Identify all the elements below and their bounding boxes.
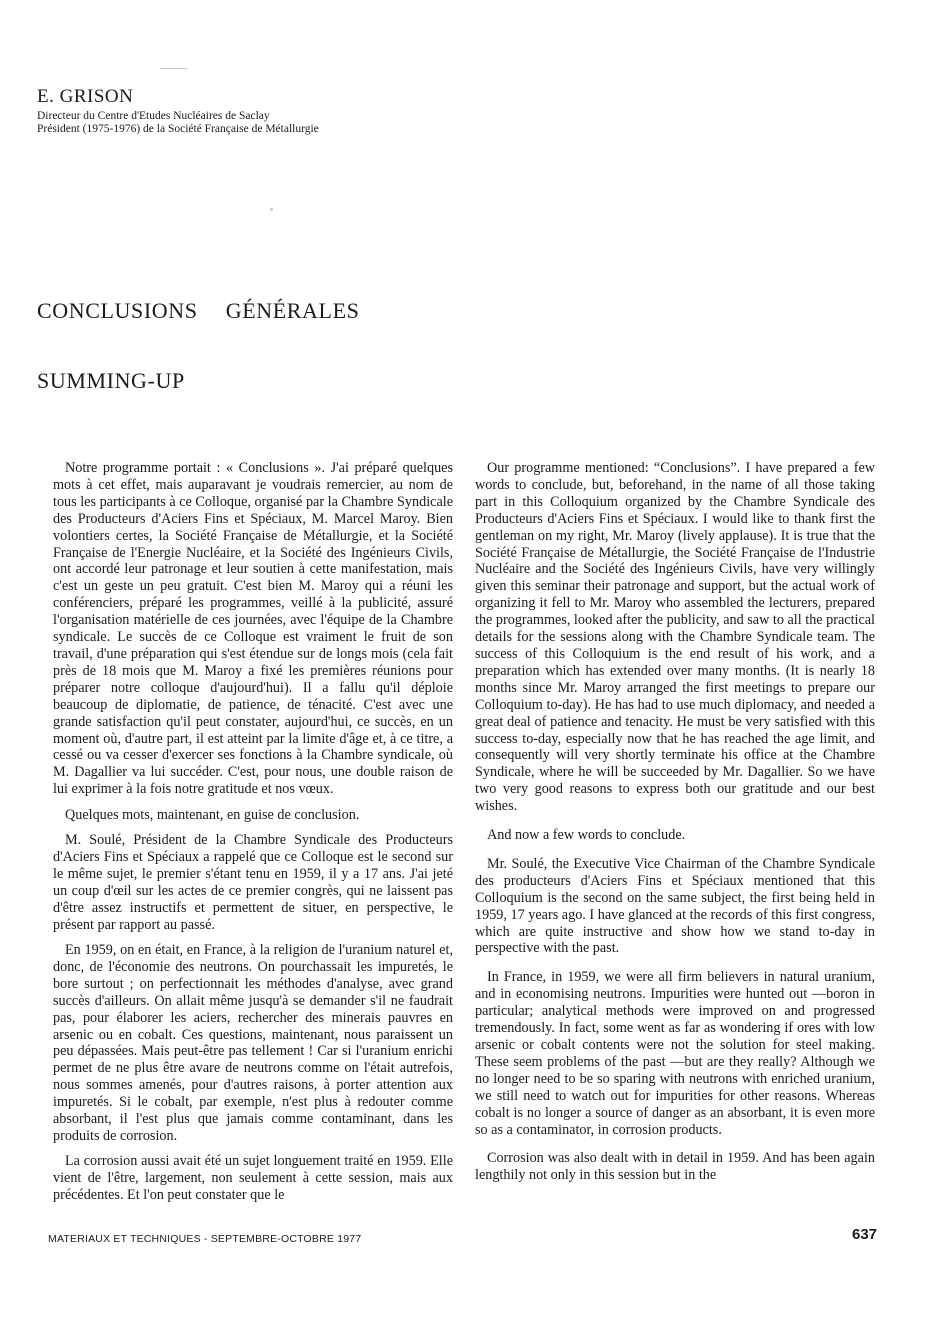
right-column-english bbox=[475, 460, 875, 1196]
paragraph: M. Soulé, Président de la Chambre Syndicale des Producteurs d'Aciers Fins et Spéciaux a rappelé que ce Colloque est le second sur le même sujet, le premier s'étant tenu en 1959, il y a 17 ans. J'ai jeté un coup d'œil sur les actes de ce premier congrès, qui ne laissent pas d'être assez instructifs et permettent de situer, en perspective, le présent par rapport au passé. bbox=[53, 832, 453, 933]
paragraph: Quelques mots, maintenant, en guise de conclusion. bbox=[65, 806, 360, 823]
author-name: E. GRISON bbox=[37, 86, 134, 107]
journal-footer: MATERIAUX ET TECHNIQUES - SEPTEMBRE-OCTOBRE 1977 bbox=[48, 1233, 362, 1245]
left-column-french bbox=[53, 460, 453, 1213]
paragraph: And now a few words to conclude. bbox=[487, 827, 686, 844]
paragraph: La corrosion aussi avait été un sujet longuement traité en 1959. Elle vient de l'être, largement, non seulement à cette session, mais aux précédentes. Et l'on peut constater que le bbox=[53, 1153, 453, 1204]
title-french: CONCLUSIONS GÉNÉRALES bbox=[37, 298, 360, 323]
paragraph: In France, in 1959, we were all firm believers in natural uranium, and in economising neutrons. Impurities were hunted out —boron in particular; analytical methods were improved on and progressed tremendously. In fact, some went as far as wondering if ores with low arsenic or cobalt contents were not the solution for steel making. These seem problems of the past —but are they really? Although we no longer need to be so sparing with neutrons with enriched uranium, we still need to watch out for impurities for other reasons. Whereas cobalt is no longer a source of danger as an absorbant, it is even more so as a contaminator, in corrosion products. bbox=[475, 969, 875, 1138]
paragraph: Notre programme portait : « Conclusions ». J'ai préparé quelques mots à cet effet, mais auparavant je voudrais remercier, au nom de tous les participants à ce Colloque, organisé par la Chambre Syndicale des Producteurs d'Aciers Fins et Spéciaux, M. Marcel Maroy. Bien volontiers certes, la Société Française de Métallurgie, et la Société Française de l'Energie Nucléaire, et la Société des Ingénieurs Civils, ont accordé leur patronage et leur soutien à cette manifestation, mais c'est un geste un peu gratuit. C'est bien M. Maroy qui a réuni les conférenciers, préparé les programmes, veillé à la publicité, assuré l'organisation matérielle de ces journées, avec l'équipe de la Chambre syndicale. Le succès de ce Colloque est vraiment le fruit de son travail, d'une préparation qui s'est étendue sur de longs mois (cela fait près de 18 mois que M. Maroy a fixé les premières réunions pour préparer notre colloque d'aujourd'hui). Il a fallu qu'il déploie beaucoup de diplomatie, de patience, de ténacité. C'est avec une grande satisfaction qu'il peut constater, aujourd'hui, ce succès, en un moment où, d'autre part, il est atteint par la limite d'âge et, à ce titre, a cessé ou va cesser d'exercer ses fonctions à la Chambre syndicale, où M. Dagallier va lui succéder. C'est, pour nous, une double raison de lui exprimer à la fois notre gratitude et nos vœux. bbox=[53, 460, 453, 798]
page-number: 637 bbox=[852, 1226, 878, 1243]
affiliation-line-2: Président (1975-1976) de la Société Française de Métallurgie bbox=[37, 123, 319, 135]
paragraph: Mr. Soulé, the Executive Vice Chairman of the Chambre Syndicale des producteurs d'Aciers Fins et Spéciaux mentioned that this Colloquium is the second on the same subject, the first being held in 1959, 17 years ago. I have glanced at the records of this first congress, which are quite instructive and show how we stand to-day in perspective with the past. bbox=[475, 855, 875, 957]
paragraph: Corrosion was also dealt with in detail in 1959. And has been again lengthily not only in this session but in the bbox=[475, 1150, 875, 1184]
scan-speck bbox=[270, 208, 273, 211]
title-english: SUMMING-UP bbox=[37, 368, 185, 393]
affiliation-line-1: Directeur du Centre d'Etudes Nucléaires de Saclay bbox=[37, 110, 270, 122]
paragraph: Our programme mentioned: “Conclusions”. I have prepared a few words to conclude, but, beforehand, in the name of all those taking part in this Colloquium organized by the Chambre Syndicale des Producteurs d'Aciers Fins et Spéciaux. I would like to thank first the gentleman on my right, Mr. Maroy (lively applause). It is true that the Société Française de Métallurgie, the Société Française de l'Industrie Nucléaire and the Société des Ingénieurs Civils, have very willingly given this seminar their patronage and support, but the actual work of organizing it fell to Mr. Maroy who assembled the lecturers, prepared the programmes, looked after the publicity, and saw to all the practical details for the sessions along with the Chambre Syndicale team. The success of this Colloquium is the end result of his work, and a preparation which has extended over many months. (It is nearly 18 months since Mr. Maroy arranged the first meetings to prepare our Colloquium to-day). He has had to use much diplomacy, and needed a great deal of patience and tenacity. He must be very satisfied with this success to-day, especially now that he has reached the age limit, and consequently will very shortly terminate his office at the Chambre Syndicale, where he will be succeeded by Mr. Dagallier. So we have two very good reasons to express both our gratitude and our best wishes. bbox=[475, 460, 875, 815]
paragraph: En 1959, on en était, en France, à la religion de l'uranium naturel et, donc, de l'économie des neutrons. On pourchassait les impuretés, le bore surtout ; on perfectionnait les méthodes d'analyse, avec grand succès d'ailleurs. On allait même jusqu'à se demander s'il ne faudrait pas, pour élaborer les aciers, rechercher des minerais pauvres en arsenic ou en cobalt. Ces questions, maintenant, nous paraissent un peu dépassées. Mais peut-être pas tellement ! Car si l'uranium enrichi permet de ne plus être avare de neutrons comme on l'était autrefois, nous sommes amenés, pour d'autres raisons, à porter attention aux impuretés. Si le cobalt, par exemple, n'est plus à redouter comme absorbant, il l'est plus que jamais comme contaminant, dans les produits de corrosion. bbox=[53, 941, 453, 1144]
scan-speck bbox=[160, 68, 188, 69]
